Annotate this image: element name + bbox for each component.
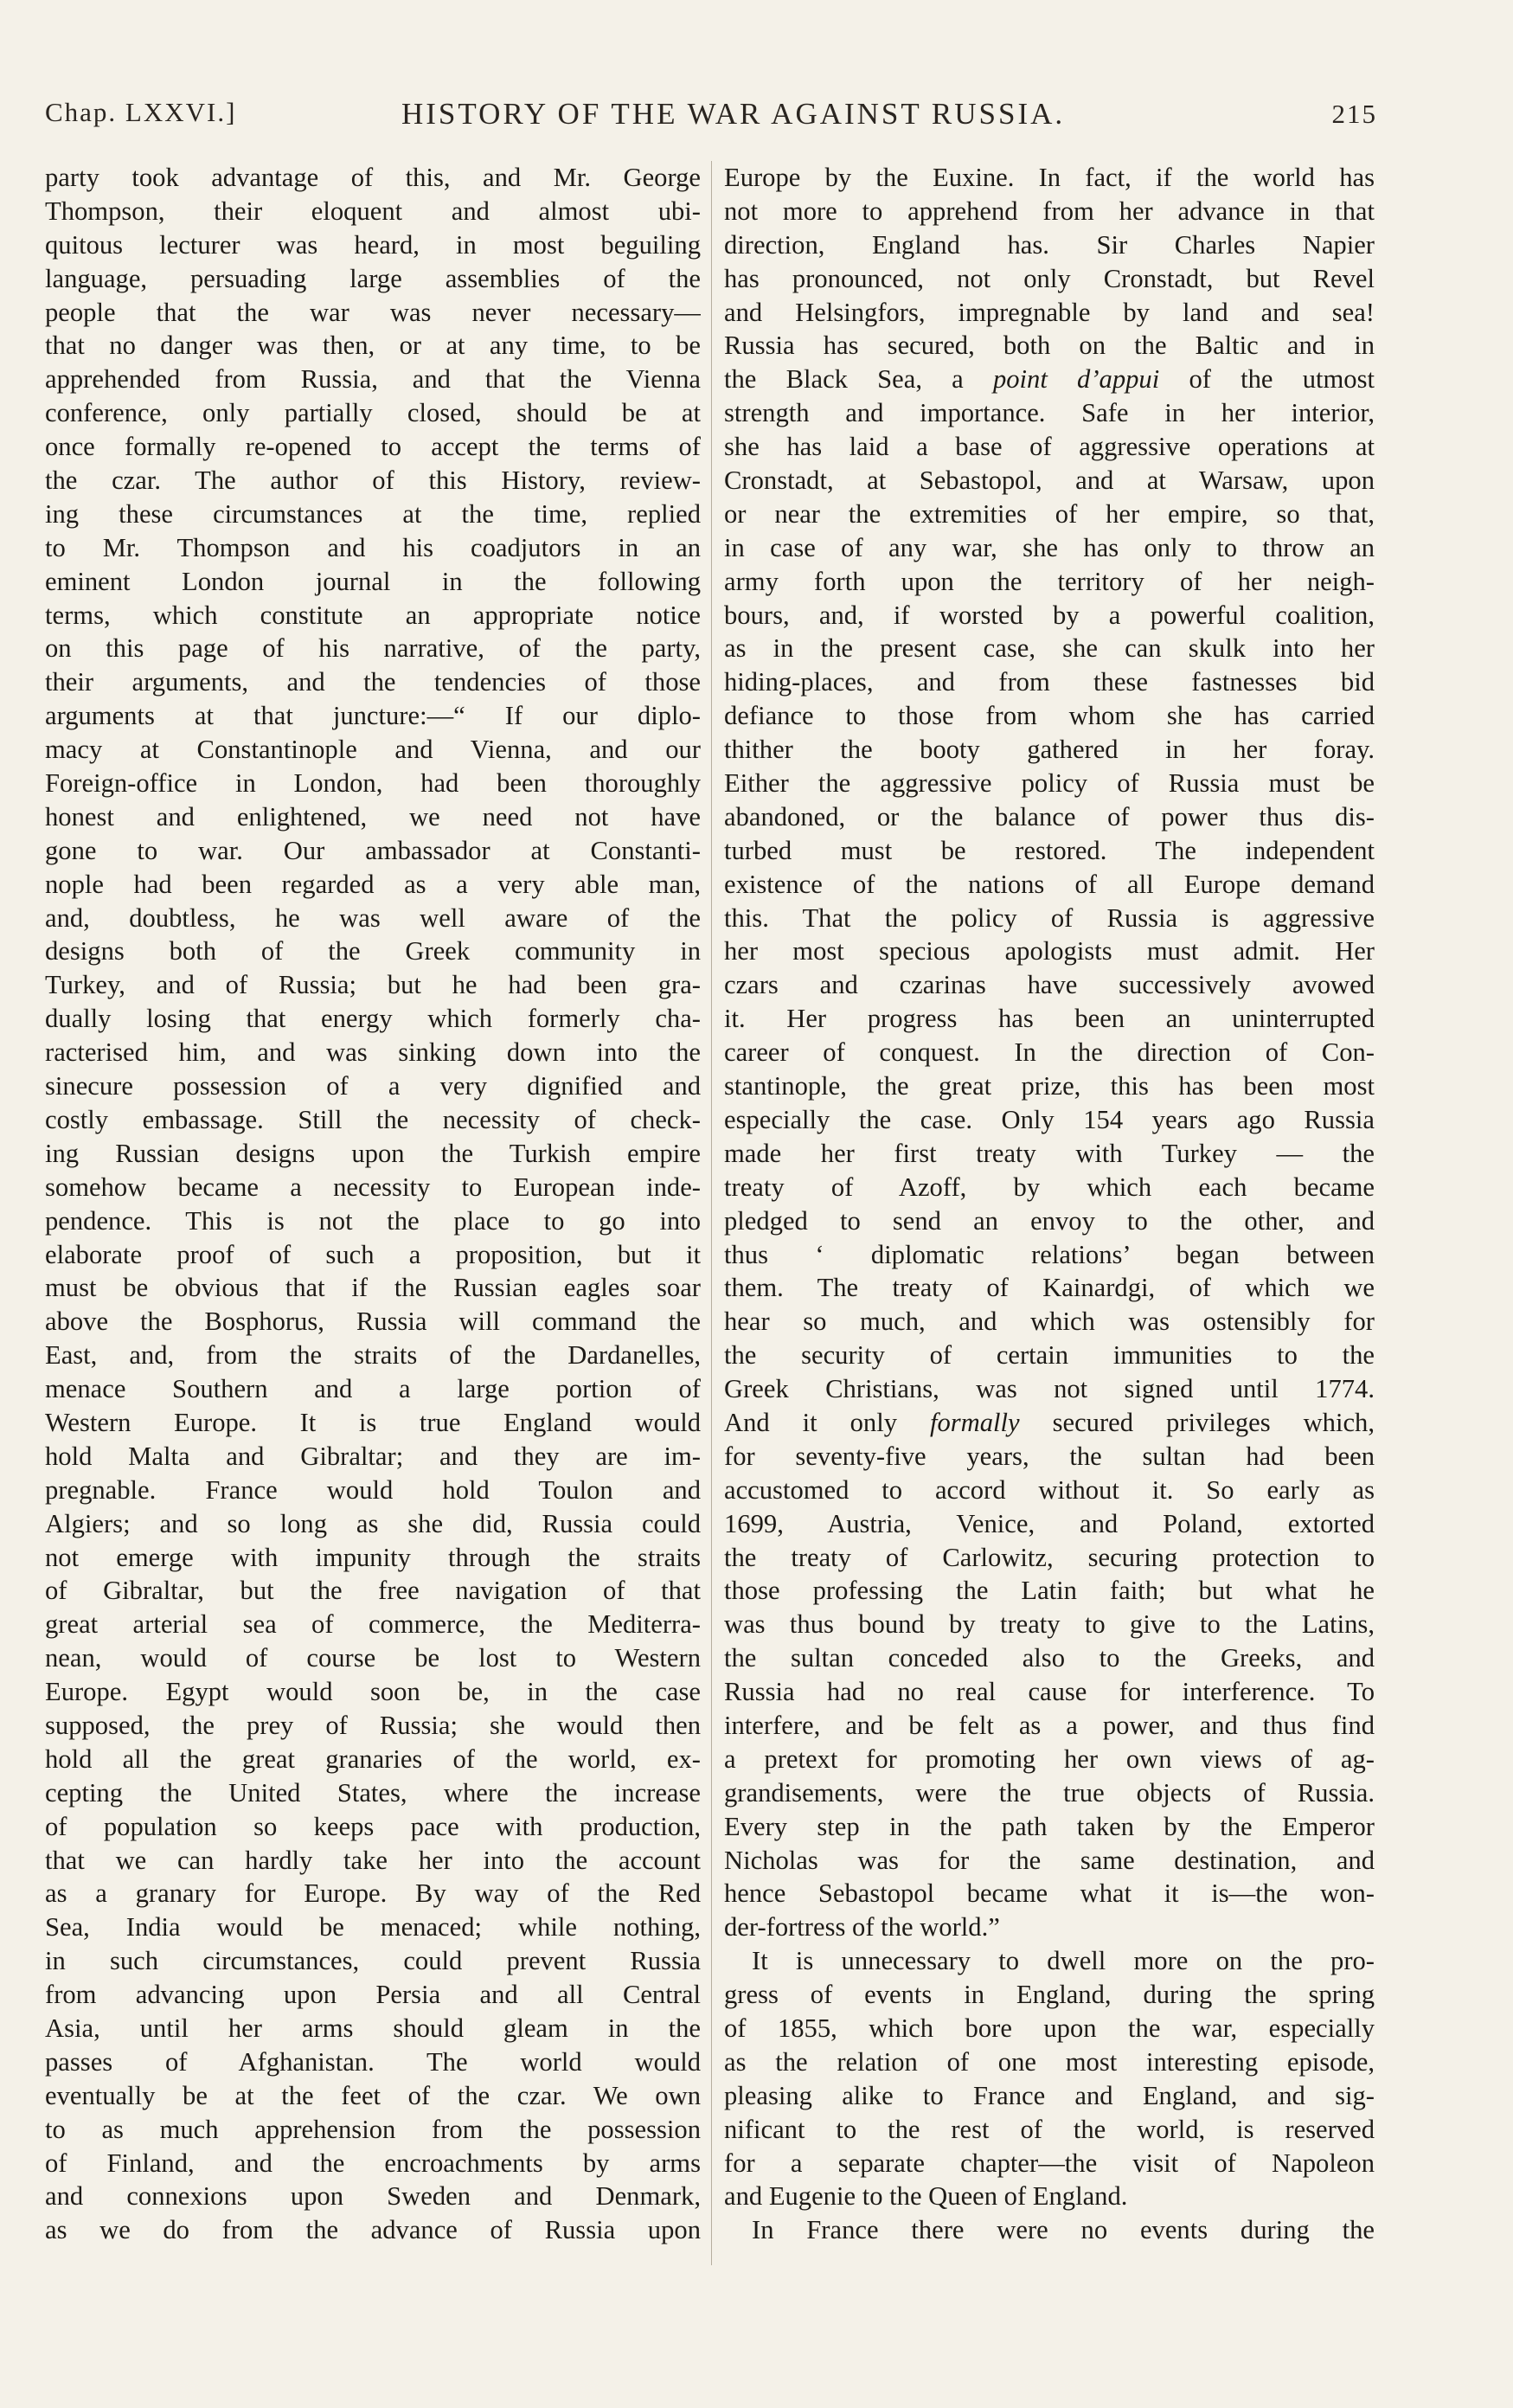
text-line: ing these circumstances at the time, replied xyxy=(45,498,701,529)
text-line: quitous lecturer was heard, in most beguiling xyxy=(45,229,701,260)
text-line: apprehended from Russia, and that the Vienna xyxy=(45,364,701,395)
text-line: their arguments, and the tendencies of those xyxy=(45,667,701,697)
text-line: that we can hardly take her into the account xyxy=(45,1845,701,1875)
text-line: accustomed to accord without it. So early as xyxy=(724,1474,1375,1505)
text-line: as a granary for Europe. By way of the Red xyxy=(45,1878,701,1909)
text-line: sinecure possession of a very dignified and xyxy=(45,1071,701,1101)
text-line: the treaty of Carlowitz, securing protection to xyxy=(724,1542,1375,1572)
text-line: on this page of his narrative, of the party, xyxy=(45,633,701,664)
text-line: this. That the policy of Russia is aggressive xyxy=(724,902,1375,933)
text-line: and Helsingfors, impregnable by land and sea! xyxy=(724,297,1375,327)
text-line: Europe. Egypt would soon be, in the case xyxy=(45,1677,701,1707)
text-line: from advancing upon Persia and all Central xyxy=(45,1980,701,2010)
text-line: pregnable. France would hold Toulon and xyxy=(45,1474,701,1505)
text-line: great arterial sea of commerce, the Mediterra- xyxy=(45,1609,701,1640)
text-line: Europe by the Euxine. In fact, if the world has xyxy=(724,163,1375,192)
text-line: arguments at that juncture:—“ If our diplo- xyxy=(45,701,701,731)
text-line: Sea, India would be menaced; while nothing, xyxy=(45,1912,701,1942)
text-line: terms, which constitute an appropriate notice xyxy=(45,600,701,630)
running-header xyxy=(45,90,1377,133)
text-line: gone to war. Our ambassador at Constanti- xyxy=(45,835,701,865)
text-line-with-italic xyxy=(724,1406,1375,1440)
text-line: Russia has secured, both on the Baltic and in xyxy=(724,331,1375,361)
text-line: defiance to those from whom she has carried xyxy=(724,701,1375,731)
italic-word: formally xyxy=(929,1407,1020,1437)
text-line: her most specious apologists must admit. Her xyxy=(724,936,1375,966)
text-line: especially the case. Only 154 years ago Russia xyxy=(724,1104,1375,1134)
text-line: in such circumstances, could prevent Russia xyxy=(45,1946,701,1976)
text-line: of 1855, which bore upon the war, especially xyxy=(724,2013,1375,2043)
text-line: as we do from the advance of Russia upon xyxy=(45,2215,701,2245)
text-line: for a separate chapter—the visit of Napoleon xyxy=(724,2148,1375,2178)
text-line: and, doubtless, he was well aware of the xyxy=(45,902,701,933)
text-line: interfere, and be felt as a power, and thus find xyxy=(724,1710,1375,1740)
text-line: bours, and, if worsted by a powerful coalition, xyxy=(724,600,1375,630)
text-line: was thus bound by treaty to give to the Latins, xyxy=(724,1609,1375,1640)
text-line: it. Her progress has been an uninterrupted xyxy=(724,1004,1375,1034)
text-line: Cronstadt, at Sebastopol, and at Warsaw, upon xyxy=(724,466,1375,496)
text-line: once formally re-opened to accept the terms of xyxy=(45,432,701,462)
text-line: ing Russian designs upon the Turkish empire xyxy=(45,1138,701,1168)
text-line: for seventy-five years, the sultan had been xyxy=(724,1441,1375,1471)
text-line: abandoned, or the balance of power thus dis- xyxy=(724,801,1375,832)
text-line: above the Bosphorus, Russia will command the xyxy=(45,1307,701,1337)
text-segment: secured privileges which, xyxy=(1019,1407,1375,1437)
text-line: Foreign-office in London, had been thoroughly xyxy=(45,768,701,799)
text-line: Nicholas was for the same destination, and xyxy=(724,1845,1375,1875)
text-line: dually losing that energy which formerly cha- xyxy=(45,1004,701,1034)
text-line: honest and enlightened, we need not have xyxy=(45,801,701,832)
text-line: of Gibraltar, but the free navigation of that xyxy=(45,1576,701,1606)
text-line: costly embassage. Still the necessity of check- xyxy=(45,1104,701,1134)
text-line: supposed, the prey of Russia; she would then xyxy=(45,1710,701,1740)
text-line: nople had been regarded as a very able man, xyxy=(45,869,701,899)
text-line: must be obvious that if the Russian eagles soar xyxy=(45,1273,701,1303)
text-line: designs both of the Greek community in xyxy=(45,936,701,966)
text-line: Every step in the path taken by the Emperor xyxy=(724,1811,1375,1841)
text-line: pendence. This is not the place to go into xyxy=(45,1205,701,1236)
text-line: Greek Christians, was not signed until 1774. xyxy=(724,1374,1375,1404)
text-line: nean, would of course be lost to Western xyxy=(45,1643,701,1673)
text-line: army forth upon the territory of her neigh- xyxy=(724,566,1375,596)
page-number: 215 xyxy=(1331,99,1377,129)
text-line-with-italic xyxy=(724,363,1375,396)
text-line: Russia had no real cause for interference. To xyxy=(724,1677,1375,1707)
text-line: macy at Constantinople and Vienna, and our xyxy=(45,735,701,765)
text-segment: And it only xyxy=(724,1407,930,1437)
text-line: thus ‘ diplomatic relations’ began between xyxy=(724,1239,1375,1269)
text-line: a pretext for promoting her own views of ag- xyxy=(724,1743,1375,1774)
text-line: not more to apprehend from her advance in that xyxy=(724,196,1375,226)
text-segment: of the utmost xyxy=(1159,364,1375,395)
text-line: hiding-places, and from these fastnesses bid xyxy=(724,667,1375,697)
text-line: that no danger was then, or at any time, to be xyxy=(45,331,701,361)
text-line: them. The treaty of Kainardgi, of which we xyxy=(724,1273,1375,1303)
text-line: made her first treaty with Turkey — the xyxy=(724,1138,1375,1168)
text-line: she has laid a base of aggressive operations at xyxy=(724,432,1375,462)
right-column xyxy=(724,161,1375,2247)
running-title: HISTORY OF THE WAR AGAINST RUSSIA. xyxy=(401,97,1066,131)
text-line: career of conquest. In the direction of Con- xyxy=(724,1037,1375,1068)
text-line: treaty of Azoff, by which each became xyxy=(724,1172,1375,1202)
text-line: thither the booty gathered in her foray. xyxy=(724,735,1375,765)
text-line: racterised him, and was sinking down into the xyxy=(45,1037,701,1068)
text-line: menace Southern and a large portion of xyxy=(45,1374,701,1404)
text-line: nificant to the rest of the world, is reserved xyxy=(724,2114,1375,2144)
text-line: grandisements, were the true objects of Russia. xyxy=(724,1777,1375,1808)
text-line: people that the war was never necessary— xyxy=(45,297,701,327)
text-line: and Eugenie to the Queen of England. xyxy=(724,2181,1128,2212)
text-line: hear so much, and which was ostensibly for xyxy=(724,1307,1375,1337)
text-line: conference, only partially closed, should be at xyxy=(45,398,701,428)
text-line: pledged to send an envoy to the other, and xyxy=(724,1205,1375,1236)
text-line: those professing the Latin faith; but what he xyxy=(724,1576,1375,1606)
text-line: as the relation of one most interesting episode, xyxy=(724,2046,1375,2077)
text-line: Algiers; and so long as she did, Russia could xyxy=(45,1508,701,1538)
text-line: of population so keeps pace with production, xyxy=(45,1811,701,1841)
text-line: Asia, until her arms should gleam in the xyxy=(45,2013,701,2043)
text-line: cepting the United States, where the increase xyxy=(45,1777,701,1808)
text-line: in case of any war, she has only to throw an xyxy=(724,532,1375,562)
text-line: the sultan conceded also to the Greeks, and xyxy=(724,1643,1375,1673)
text-line: party took advantage of this, and Mr. George xyxy=(45,163,701,192)
text-line: the security of certain immunities to the xyxy=(724,1340,1375,1371)
text-line: to Mr. Thompson and his coadjutors in an xyxy=(45,532,701,562)
text-line: pleasing alike to France and England, and sig- xyxy=(724,2080,1375,2110)
text-line: to as much apprehension from the possession xyxy=(45,2114,701,2144)
text-line: eminent London journal in the following xyxy=(45,566,701,596)
text-line: passes of Afghanistan. The world would xyxy=(45,2046,701,2077)
text-line: Turkey, and of Russia; but he had been gra- xyxy=(45,970,701,1000)
text-line: czars and czarinas have successively avowed xyxy=(724,970,1375,1000)
text-line: hence Sebastopol became what it is—the won- xyxy=(724,1878,1375,1909)
text-line: stantinople, the great prize, this has been most xyxy=(724,1071,1375,1101)
column-divider xyxy=(711,161,712,2265)
text-line: strength and importance. Safe in her interior, xyxy=(724,398,1375,428)
text-line: Western Europe. It is true England would xyxy=(45,1407,701,1437)
text-line: language, persuading large assemblies of the xyxy=(45,263,701,293)
text-line: der-fortress of the world.” xyxy=(724,1912,1000,1942)
text-line: In France there were no events during the xyxy=(752,2215,1375,2245)
text-line: gress of events in England, during the spring xyxy=(724,1980,1375,2010)
text-line: of Finland, and the encroachments by arms xyxy=(45,2148,701,2178)
text-line: as in the present case, she can skulk into her xyxy=(724,633,1375,664)
text-line: hold all the great granaries of the world, ex- xyxy=(45,1743,701,1774)
text-line: the czar. The author of this History, review- xyxy=(45,466,701,496)
text-line: or near the extremities of her empire, so that, xyxy=(724,498,1375,529)
italic-phrase: point d’appui xyxy=(992,364,1160,395)
text-line: existence of the nations of all Europe demand xyxy=(724,869,1375,899)
left-column xyxy=(45,161,701,2247)
text-line: eventually be at the feet of the czar. We own xyxy=(45,2080,701,2110)
chapter-label: Chap. LXXVI.] xyxy=(45,97,237,127)
text-line: East, and, from the straits of the Dardanelles, xyxy=(45,1340,701,1371)
text-segment: the Black Sea, a xyxy=(724,364,993,395)
text-line: hold Malta and Gibraltar; and they are im- xyxy=(45,1441,701,1471)
text-line: turbed must be restored. The independent xyxy=(724,835,1375,865)
text-line: has pronounced, not only Cronstadt, but Revel xyxy=(724,263,1375,293)
text-line: somehow became a necessity to European inde- xyxy=(45,1172,701,1202)
text-line: and connexions upon Sweden and Denmark, xyxy=(45,2181,701,2212)
text-line: Thompson, their eloquent and almost ubi- xyxy=(45,196,701,226)
text-line: 1699, Austria, Venice, and Poland, extorted xyxy=(724,1508,1375,1538)
text-line: Either the aggressive policy of Russia must be xyxy=(724,768,1375,799)
text-line: not emerge with impunity through the straits xyxy=(45,1542,701,1572)
text-line: It is unnecessary to dwell more on the pro- xyxy=(752,1946,1375,1976)
text-line: direction, England has. Sir Charles Napier xyxy=(724,229,1375,260)
text-line: elaborate proof of such a proposition, but it xyxy=(45,1239,701,1269)
